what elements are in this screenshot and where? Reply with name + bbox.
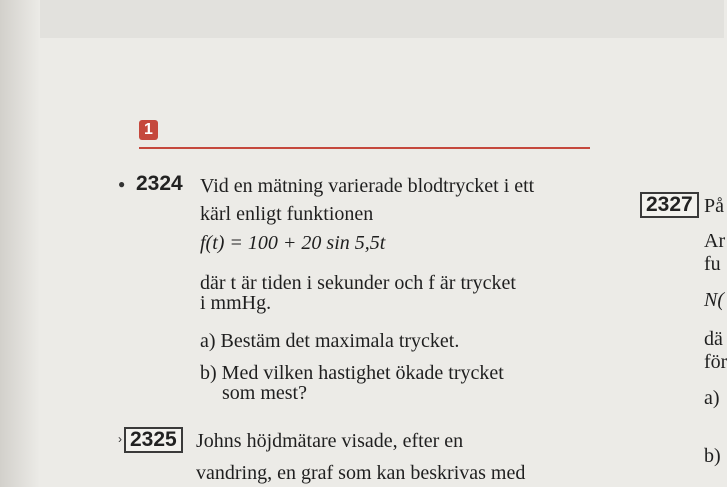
problem-number-2324: 2324 — [136, 172, 183, 195]
bullet-icon: › — [118, 432, 122, 446]
book-spine-shadow — [0, 0, 40, 487]
problem-2324-part-a: a) Bestäm det maximala trycket. — [200, 330, 460, 352]
problem-2324-formula: f(t) = 100 + 20 sin 5,5t — [200, 232, 386, 254]
problem-2324-desc-line2: i mmHg. — [200, 292, 272, 314]
problem-2325-line1: Johns höjdmätare visade, efter en — [196, 430, 464, 452]
problem-2327-fragment-2: Ar — [704, 230, 726, 252]
problem-number-2327: 2327 — [640, 192, 699, 218]
problem-2324-part-b-line1: b) Med vilken hastighet ökade trycket — [200, 362, 504, 384]
problem-2327-fragment-6: för — [704, 351, 727, 373]
problem-2324-intro-line1: Vid en mätning varierade blodtrycket i ett — [200, 175, 535, 197]
problem-2324-intro-line2: kärl enligt funktionen — [200, 203, 374, 225]
problem-2327-fragment-4: N( — [704, 289, 724, 311]
problem-2327-fragment-1: På — [704, 195, 724, 217]
problem-2327-fragment-5: dä — [704, 328, 723, 350]
problem-number-2325: 2325 — [124, 427, 183, 453]
bullet-icon: ● — [118, 177, 126, 191]
problem-2325-line2: vandring, en graf som kan beskrivas med — [196, 462, 526, 484]
problem-2324-desc-line1: där t är tiden i sekunder och f är trycket — [200, 272, 516, 294]
chapter-badge: 1 — [139, 120, 158, 140]
chapter-divider — [139, 147, 590, 149]
problem-2324-part-b-line2: som mest? — [222, 382, 307, 404]
problem-2327-fragment-3: fu — [704, 253, 721, 275]
problem-2327-fragment-7: a) — [704, 387, 720, 409]
problem-2327-fragment-8: b) — [704, 445, 721, 467]
page-top-margin — [0, 0, 724, 38]
